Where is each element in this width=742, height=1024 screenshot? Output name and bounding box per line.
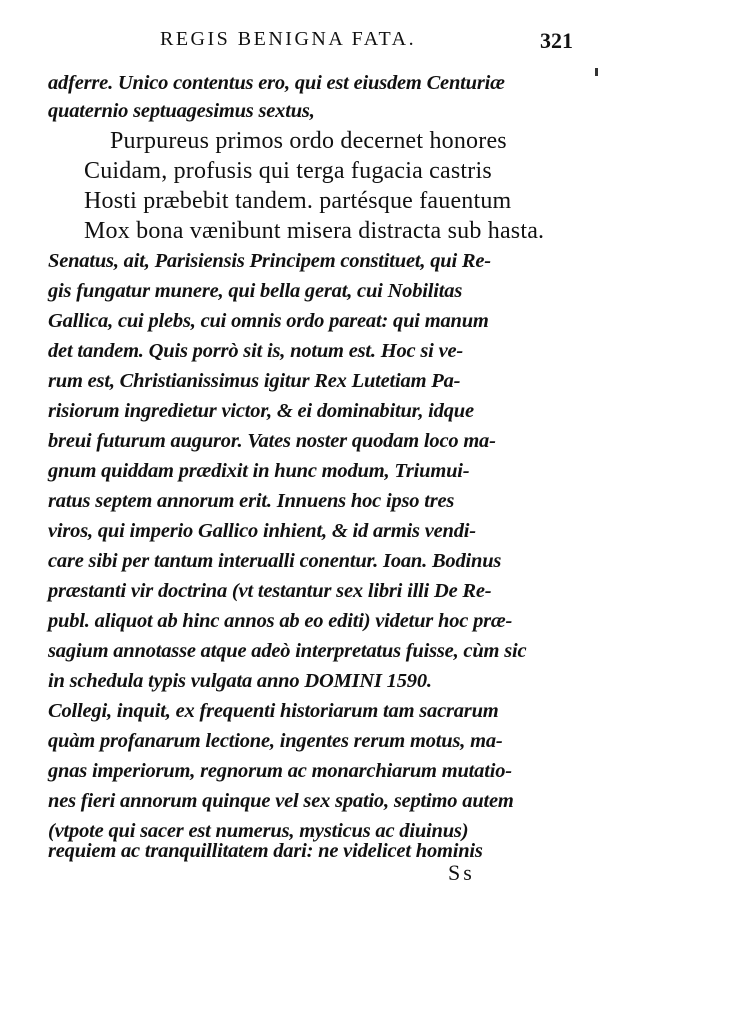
text-line: in schedula typis vulgata anno DOMINI 1590.	[48, 670, 432, 692]
text-line: quàm profanarum lectione, ingentes rerum motus, ma-	[48, 730, 503, 752]
text-line: sagium annotasse atque adeò interpretatus fuisse, cùm sic	[48, 640, 527, 662]
text-line: Collegi, inquit, ex frequenti historiarum tam sacrarum	[48, 700, 499, 722]
text-line: Senatus, ait, Parisiensis Principem constituet, qui Re-	[48, 250, 491, 272]
ink-mark	[595, 68, 598, 76]
running-title: REGIS BENIGNA FATA.	[160, 28, 417, 50]
text-line: gnum quiddam prædixit in hunc modum, Triumui-	[48, 460, 470, 482]
text-line: ratus septem annorum erit. Innuens hoc ipso tres	[48, 490, 455, 512]
verse-line: Hosti præbebit tandem. partésque fauentum	[84, 188, 512, 214]
text-line: risiorum ingredietur victor, & ei dominabitur, idque	[48, 400, 474, 422]
text-line: viros, qui imperio Gallico inhient, & id armis vendi-	[48, 520, 476, 542]
text-line: det tandem. Quis porrò sit is, notum est. Hoc si ve-	[48, 340, 463, 362]
catchword: Ss	[448, 860, 475, 885]
text-line: gnas imperiorum, regnorum ac monarchiarum mutatio-	[48, 760, 512, 782]
verse-line: Purpureus primos ordo decernet honores	[110, 128, 507, 154]
text-line: nes fieri annorum quinque vel sex spatio, septimo autem	[48, 790, 514, 812]
text-line: rum est, Christianissimus igitur Rex Lutetiam Pa-	[48, 370, 461, 392]
verse-line: Mox bona vænibunt misera distracta sub hasta.	[84, 218, 545, 244]
text-line: breui futurum auguror. Vates noster quodam loco ma-	[48, 430, 496, 452]
text-line: publ. aliquot ab hinc annos ab eo editi) videtur hoc præ-	[48, 610, 513, 632]
text-line: (vtpote qui sacer est numerus, mysticus ac diuinus)	[48, 820, 469, 842]
text-line: care sibi per tantum interualli conentur. Ioan. Bodinus	[48, 550, 502, 572]
text-line: Gallica, cui plebs, cui omnis ordo pareat: qui manum	[48, 310, 489, 332]
text-line: gis fungatur munere, qui bella gerat, cui Nobilitas	[48, 280, 463, 302]
text-line: præstanti vir doctrina (vt testantur sex libri illi De Re-	[48, 580, 492, 602]
text-line: quaternio septuagesimus sextus,	[48, 100, 315, 122]
page-number: 321	[540, 28, 573, 53]
verse-line: Cuidam, profusis qui terga fugacia castris	[84, 158, 492, 184]
text-line: requiem ac tranquillitatem dari: ne videlicet hominis	[48, 840, 483, 862]
text-line: adferre. Unico contentus ero, qui est eiusdem Centuriæ	[48, 72, 505, 94]
